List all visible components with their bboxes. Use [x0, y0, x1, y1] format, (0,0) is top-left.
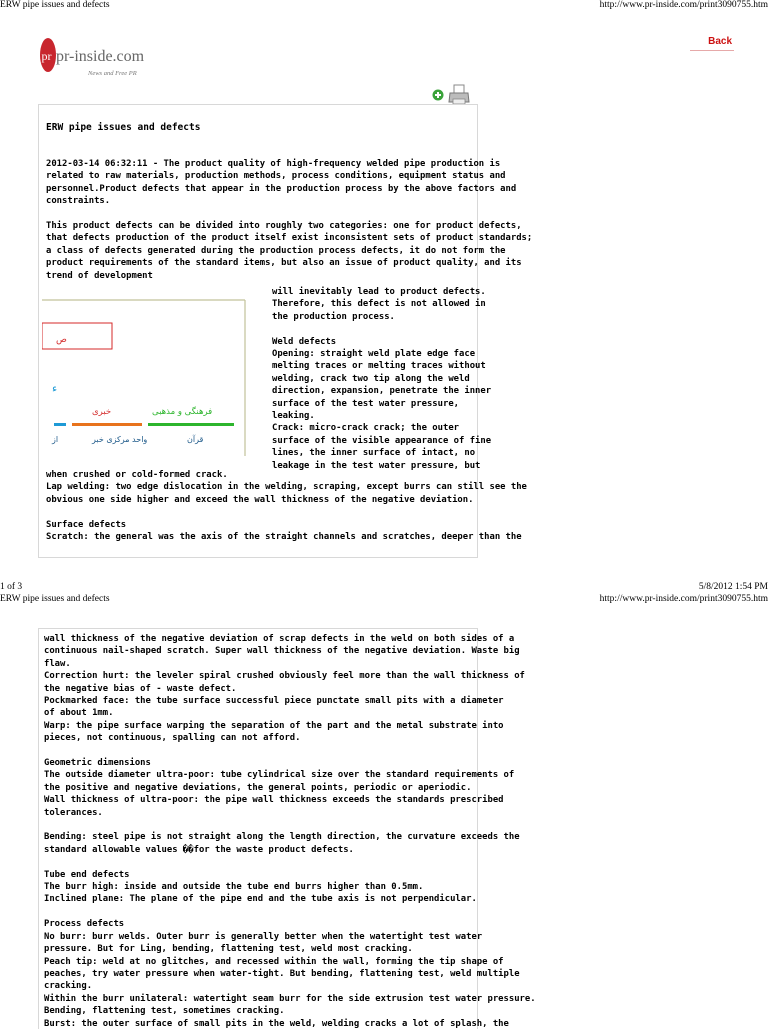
text-line: pressure. But for Ling, bending, flattening test, weld most cracking.: [44, 944, 413, 955]
text-line: lines, the inner surface of intact, no: [272, 448, 476, 459]
section-heading: Process defects: [44, 919, 125, 930]
text-line: trend of development: [46, 270, 153, 281]
article-body-top: [46, 158, 532, 282]
text-line: leaking.: [272, 411, 315, 422]
ad-item-3: از: [52, 435, 59, 444]
text-line: when crushed or cold-formed crack.: [46, 470, 228, 480]
back-link-underline: [690, 50, 734, 51]
text-line: Lap welding: two edge dislocation in the welding, scraping, except burrs can still see the: [46, 482, 527, 493]
text-line: related to raw materials, production methods, process conditions, equipment status and: [46, 171, 506, 182]
section-heading: Weld defects: [272, 336, 337, 347]
section-heading: Geometric dimensions: [44, 758, 151, 769]
text-line: Therefore, this defect is not allowed in: [272, 299, 486, 310]
text-line: No burr: burr welds. Outer burr is generally better when the watertight test water: [44, 931, 483, 942]
print-header-url-page2: http://www.pr-inside.com/print3090755.htm: [599, 594, 768, 604]
ad-item-1: قرآن: [187, 435, 204, 444]
text-line: surface of the visible appearance of fine: [272, 435, 492, 446]
print-footer-date: 5/8/2012 1:54 PM: [698, 582, 768, 592]
text-line: that defects production of the product itself exist inconsistent sets of product standards;: [46, 233, 533, 244]
text-line: Scratch: the general was the axis of the straight channels and scratches, deeper than the: [46, 532, 522, 543]
text-line: Wall thickness of ultra-poor: the pipe wall thickness exceeds the standards prescribed: [44, 795, 504, 806]
site-logo[interactable]: [38, 34, 148, 84]
text-line: cracking.: [44, 981, 93, 992]
text-line: will inevitably lead to product defects.: [272, 287, 486, 297]
text-line: flaw.: [44, 658, 71, 669]
text-line: peaches, try water pressure when water-tight. But bending, flattening test, weld multiple: [44, 968, 520, 979]
text-line: obvious one side higher and exceed the wall thickness of the negative deviation.: [46, 494, 474, 505]
text-line: Opening: straight weld plate edge face: [272, 349, 476, 360]
ad-item-2: واحد مرکزی خبر: [92, 435, 148, 444]
print-header-title: ERW pipe issues and defects: [0, 0, 110, 10]
text-line: Correction hurt: the leveler spiral crushed obviously feel more than the wall thickness of: [44, 671, 525, 682]
text-line: standard allowable values ��for the waste product defects.: [44, 844, 354, 855]
svg-text:pr: pr: [41, 49, 52, 63]
text-line: of about 1mm.: [44, 708, 114, 719]
text-line: wall thickness of the negative deviation of scrap defects in the weld on both sides of a: [44, 634, 515, 644]
text-line: This product defects can be divided into roughly two categories: one for product defects,: [46, 221, 522, 232]
text-line: Pockmarked face: the tube surface successful piece punctate small pits with a diameter: [44, 696, 504, 707]
ad-label-green: فرهنگی و مذهبی: [152, 407, 213, 417]
text-line: the positive and negative deviations, the general points, periodic or aperiodic.: [44, 782, 472, 793]
text-line: leakage in the test water pressure, but: [272, 460, 481, 471]
logo-tagline: News and Free PR: [88, 70, 137, 77]
text-line: 2012-03-14 06:32:11 - The product quality of high-frequency welded pipe production is: [46, 159, 501, 169]
text-line: a class of defects generated during the production process defects, it do not form the: [46, 245, 506, 256]
section-heading: Surface defects: [46, 519, 127, 530]
logo-text: pr-inside.com: [56, 48, 145, 65]
text-line: tolerances.: [44, 807, 103, 818]
text-line: welding, crack two tip along the weld: [272, 373, 470, 384]
ad-mark: ء: [52, 382, 58, 395]
text-line: personnel.Product defects that appear in the production process by the above factors and: [46, 183, 517, 194]
ad-label-orange: خبری: [92, 407, 112, 417]
article-title: ERW pipe issues and defects: [46, 122, 201, 133]
text-line: Crack: micro-crack crack; the outer: [272, 423, 460, 434]
text-line: Burst: the outer surface of small pits in the weld, welding cracks a lot of splash, the: [44, 1018, 509, 1029]
text-line: the production process.: [272, 311, 395, 322]
text-line: Bending: steel pipe is not straight along the length direction, the curvature exceeds the: [44, 832, 520, 843]
add-icon[interactable]: [433, 90, 444, 101]
text-line: direction, expansion, penetrate the inner: [272, 386, 492, 397]
text-line: surface of the test water pressure,: [272, 398, 460, 409]
ad-widget[interactable]: [42, 298, 248, 458]
print-header-url: http://www.pr-inside.com/print3090755.htm: [599, 0, 768, 10]
text-line: Peach tip: weld at no glitches, and recessed within the wall, forming the tip shape of: [44, 956, 504, 967]
print-header-title-page2: ERW pipe issues and defects: [0, 594, 110, 604]
text-line: the negative bias of - waste defect.: [44, 683, 237, 694]
text-line: continuous nail-shaped scratch. Super wall thickness of the negative deviation. Waste big: [44, 646, 520, 657]
print-footer-page: 1 of 3: [0, 582, 23, 592]
text-line: The burr high: inside and outside the tube end burrs higher than 0.5mm.: [44, 882, 424, 893]
text-line: Within the burr unilateral: watertight seam burr for the side extrusion test water pressure.: [44, 993, 536, 1004]
text-line: Warp: the pipe surface warping the separation of the part and the metal substrate into: [44, 720, 504, 731]
ad-box-text: ص: [56, 335, 67, 345]
text-line: product requirements of the standard items, but also an issue of product quality, and its: [46, 258, 522, 269]
text-line: The outside diameter ultra-poor: tube cylindrical size over the standard requirements of: [44, 770, 515, 781]
section-heading: Tube end defects: [44, 869, 130, 880]
article-body-page2: [44, 633, 536, 1030]
text-line: melting traces or melting traces without: [272, 361, 486, 372]
text-line: pieces, not continuous, spalling can not afford.: [44, 733, 301, 744]
text-line: Bending, flattening test, sometimes cracking.: [44, 1006, 285, 1017]
article-body-continued: [46, 469, 527, 543]
text-line: Inclined plane: The plane of the pipe end and the tube axis is not perpendicular.: [44, 894, 477, 905]
back-link[interactable]: Back: [708, 36, 732, 47]
printer-icon[interactable]: [449, 85, 469, 104]
article-body-side: [272, 286, 491, 472]
text-line: constraints.: [46, 196, 111, 207]
